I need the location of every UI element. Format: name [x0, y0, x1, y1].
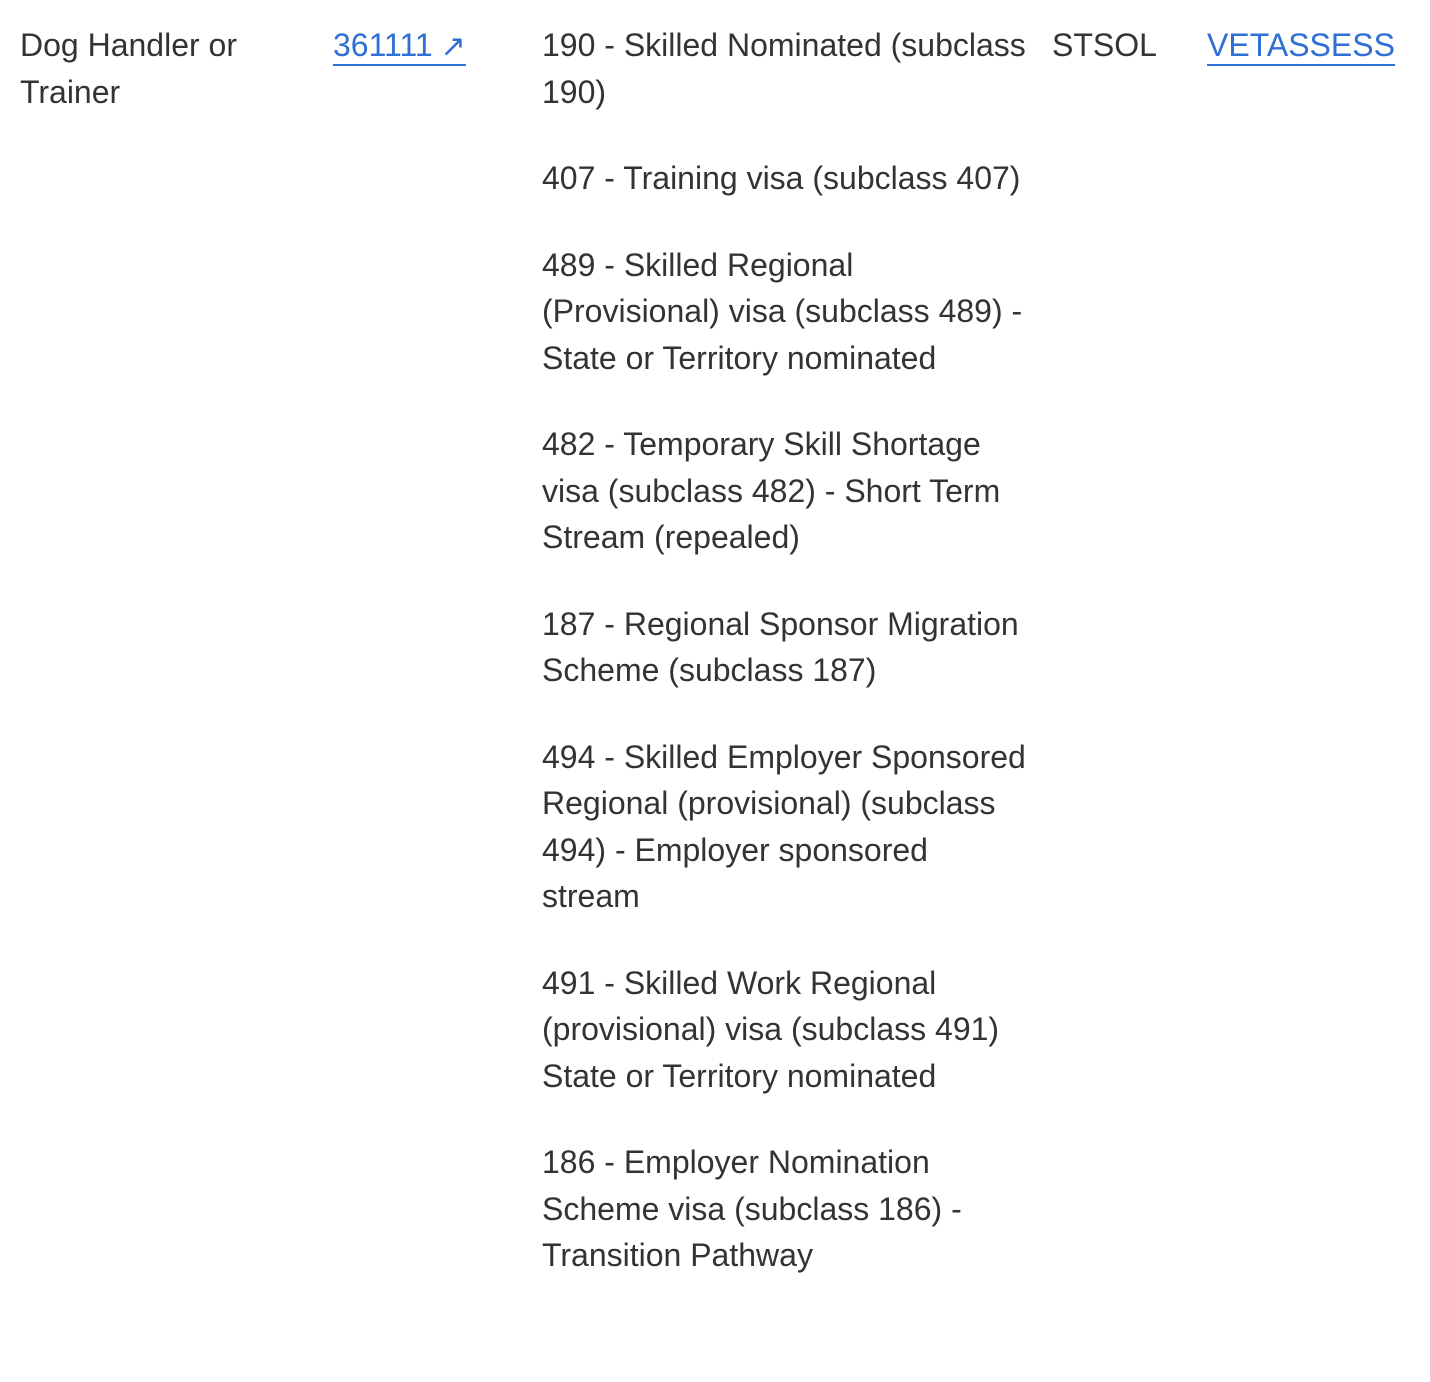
visa-item: 491 - Skilled Work Regional (provisional) visa (subclass 491) State or Territory nominated: [542, 964, 1000, 1094]
anzsco-code-text: 361111: [333, 27, 433, 63]
occupation-name: Dog Handler or Trainer: [20, 27, 237, 110]
visa-item: 482 - Temporary Skill Shortage visa (subclass 482) - Short Term Stream (repealed): [542, 426, 1001, 555]
occupation-cell: [20, 22, 290, 115]
anzsco-code-link[interactable]: [333, 27, 466, 66]
visa-item: 494 - Skilled Employer Sponsored Regional (provisional) (subclass 494) - Employer sponsored stream: [542, 738, 1026, 914]
assessing-authority-link[interactable]: VETASSESS: [1207, 27, 1395, 66]
visa-item: 489 - Skilled Regional (Provisional) visa (subclass 489) - State or Territory nominated: [542, 246, 1023, 376]
external-link-icon: ↗: [440, 30, 466, 63]
anzsco-code-cell: [333, 22, 513, 71]
occupation-list-name: STSOL: [1052, 27, 1157, 63]
visa-item: 186 - Employer Nomination Scheme visa (subclass 186) - Transition Pathway: [542, 1144, 962, 1273]
list-cell: [1052, 22, 1182, 69]
visa-item: 407 - Training visa (subclass 407): [542, 160, 1021, 196]
assessing-authority-cell: [1207, 22, 1417, 69]
visa-subclasses-cell: [542, 22, 1032, 1319]
visa-item: 190 - Skilled Nominated (subclass 190): [542, 27, 1026, 110]
visa-item: 187 - Regional Sponsor Migration Scheme (subclass 187): [542, 605, 1019, 688]
visa-list: [542, 22, 1032, 1279]
